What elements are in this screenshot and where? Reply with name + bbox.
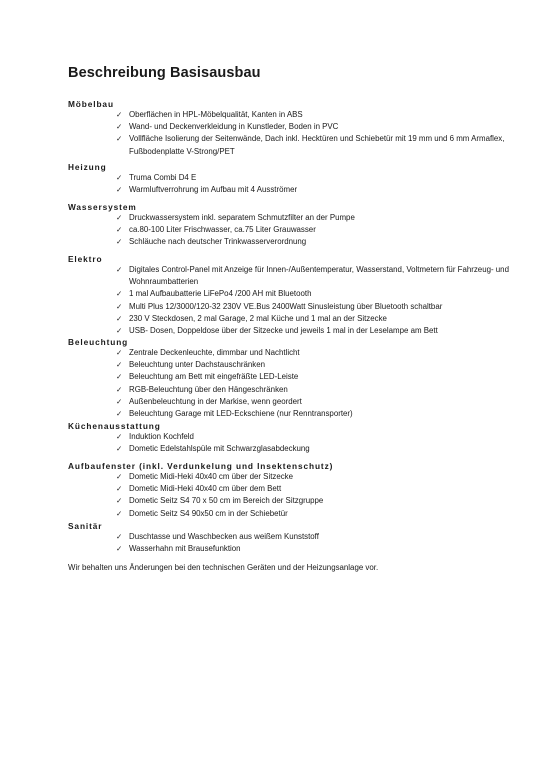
section-elektro bbox=[68, 254, 523, 337]
item-list bbox=[68, 172, 523, 196]
section-beleuchtung bbox=[68, 337, 523, 420]
list-item: ✓ Zentrale Deckenleuchte, dimmbar und Nachtlicht bbox=[116, 347, 523, 359]
section-moebelbau bbox=[68, 99, 523, 158]
section-heading: Möbelbau bbox=[68, 99, 114, 109]
section-heading: Wassersystem bbox=[68, 202, 137, 212]
item-list bbox=[68, 431, 523, 455]
section-heading: Heizung bbox=[68, 162, 107, 172]
item-list bbox=[68, 264, 523, 337]
list-item: ✓ Schläuche nach deutscher Trinkwasserverordnung bbox=[116, 236, 523, 248]
section-kuechenausstattung bbox=[68, 421, 523, 455]
list-item: ✓ Vollfläche Isolierung der Seitenwände, Dach inkl. Hecktüren und Schiebetür mit 19 mm und 6 mm Armaflex, Fußbodenplatte V-Strong/PET bbox=[116, 133, 523, 157]
list-item: ✓ RGB-Beleuchtung über den Hängeschränken bbox=[116, 384, 523, 396]
item-list bbox=[68, 212, 523, 249]
list-item: ✓ ca.80-100 Liter Frischwasser, ca.75 Liter Grauwasser bbox=[116, 224, 523, 236]
item-list bbox=[68, 109, 523, 158]
list-item: ✓ Druckwassersystem inkl. separatem Schmutzfilter an der Pumpe bbox=[116, 212, 523, 224]
list-item: ✓ Außenbeleuchtung in der Markise, wenn geordert bbox=[116, 396, 523, 408]
list-item: ✓ Multi Plus 12/3000/120-32 230V VE.Bus 2400Watt Sinusleistung über Bluetooth schaltbar bbox=[116, 301, 523, 313]
section-sanitaer bbox=[68, 521, 523, 555]
list-item: ✓ Beleuchtung unter Dachstauschränken bbox=[116, 359, 523, 371]
list-item: ✓ Duschtasse und Waschbecken aus weißem Kunststoff bbox=[116, 531, 523, 543]
item-list bbox=[68, 471, 523, 520]
section-heizung bbox=[68, 162, 523, 196]
list-item: ✓ Induktion Kochfeld bbox=[116, 431, 523, 443]
section-heading: Elektro bbox=[68, 254, 103, 264]
list-item: ✓ 230 V Steckdosen, 2 mal Garage, 2 mal Küche und 1 mal an der Sitzecke bbox=[116, 313, 523, 325]
item-list bbox=[68, 531, 523, 555]
section-heading: Sanitär bbox=[68, 521, 103, 531]
list-item: ✓ 1 mal Aufbaubatterie LiFePo4 /200 AH mit Bluetooth bbox=[116, 288, 523, 300]
list-item: ✓ Dometic Midi-Heki 40x40 cm über dem Bett bbox=[116, 483, 523, 495]
list-item: ✓ Digitales Control-Panel mit Anzeige für Innen-/Außentemperatur, Wasserstand, Voltmetern für Fahrzeug- und Wohnraumbatterien bbox=[116, 264, 523, 288]
list-item: ✓ Dometic Midi-Heki 40x40 cm über der Sitzecke bbox=[116, 471, 523, 483]
section-aufbaufenster bbox=[68, 461, 523, 520]
section-wassersystem bbox=[68, 202, 523, 249]
list-item: ✓ Oberflächen in HPL-Möbelqualität, Kanten in ABS bbox=[116, 109, 523, 121]
list-item: ✓ Wand- und Deckenverkleidung in Kunstleder, Boden in PVC bbox=[116, 121, 523, 133]
closing-note: Wir behalten uns Änderungen bei den technischen Geräten und der Heizungsanlage vor. bbox=[68, 563, 379, 572]
list-item: ✓ Truma Combi D4 E bbox=[116, 172, 523, 184]
section-heading: Küchenausstattung bbox=[68, 421, 161, 431]
list-item: ✓ Beleuchtung Garage mit LED-Eckschiene (nur Renntransporter) bbox=[116, 408, 523, 420]
section-heading: Beleuchtung bbox=[68, 337, 129, 347]
list-item: ✓ Warmluftverrohrung im Aufbau mit 4 Ausströmer bbox=[116, 184, 523, 196]
item-list bbox=[68, 347, 523, 420]
list-item: ✓ Dometic Seitz S4 90x50 cm in der Schiebetür bbox=[116, 508, 523, 520]
list-item: ✓ Beleuchtung am Bett mit eingefräßte LED-Leiste bbox=[116, 371, 523, 383]
section-heading: Aufbaufenster (inkl. Verdunkelung und Insektenschutz) bbox=[68, 461, 334, 471]
list-item: ✓ USB- Dosen, Doppeldose über der Sitzecke und jeweils 1 mal in der Leselampe am Bett bbox=[116, 325, 523, 337]
document-title: Beschreibung Basisausbau bbox=[68, 65, 261, 81]
list-item: ✓ Dometic Seitz S4 70 x 50 cm im Bereich der Sitzgruppe bbox=[116, 495, 523, 507]
list-item: ✓ Wasserhahn mit Brausefunktion bbox=[116, 543, 523, 555]
list-item: ✓ Dometic Edelstahlspüle mit Schwarzglasabdeckung bbox=[116, 443, 523, 455]
